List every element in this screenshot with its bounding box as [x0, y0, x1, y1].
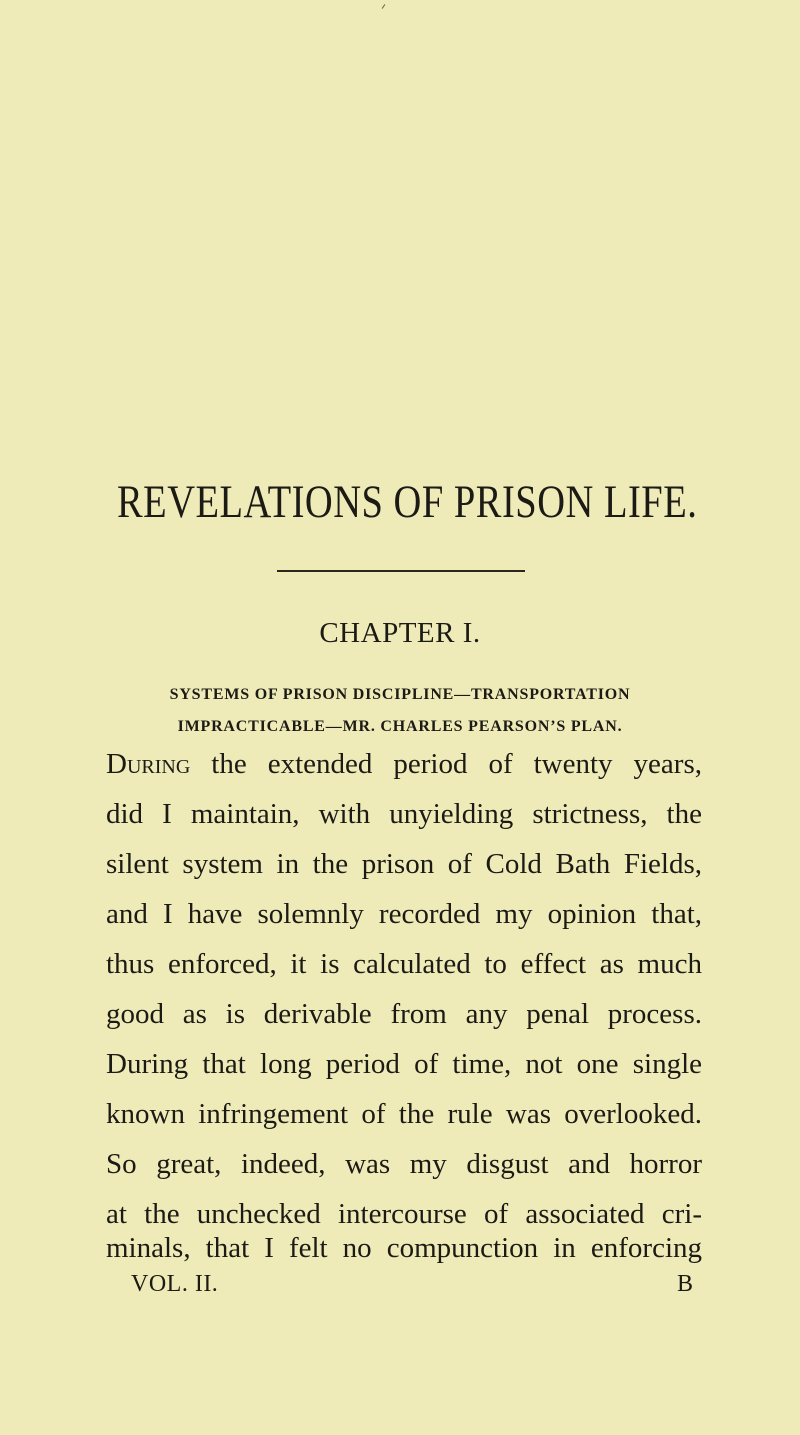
body-text-line: minals, that I felt no compunction in enforcing — [106, 1232, 702, 1264]
body-text-line — [106, 750, 702, 779]
body-text-line: thus enforced, it is calculated to effect as much — [106, 948, 702, 980]
body-text-line: and I have solemnly recorded my opinion that, — [106, 898, 702, 930]
body-text-line: did I maintain, with unyielding strictness, the — [106, 798, 702, 830]
title-rule — [277, 570, 525, 572]
chapter-heading: CHAPTER I. — [319, 617, 481, 649]
body-text-line: at the unchecked intercourse of associated cri- — [106, 1198, 702, 1230]
book-title: REVELATIONS OF PRISON LIFE. — [117, 477, 698, 528]
chapter-summary-line: IMPRACTICABLE—MR. CHARLES PEARSON’S PLAN. — [177, 718, 623, 735]
body-text-line: known infringement of the rule was overlooked. — [106, 1098, 702, 1130]
page-mark — [382, 4, 386, 9]
volume-footer: VOL. II. — [131, 1271, 219, 1297]
body-text-line: silent system in the prison of Cold Bath Fields, — [106, 848, 702, 880]
first-line-text: the extended period of twenty years, — [190, 748, 702, 780]
signature-mark: B — [677, 1271, 694, 1297]
opening-word: During — [106, 748, 191, 780]
chapter-summary-line: SYSTEMS OF PRISON DISCIPLINE—TRANSPORTATION — [169, 686, 631, 703]
body-text-line: During that long period of time, not one single — [106, 1048, 702, 1080]
body-text-line: So great, indeed, was my disgust and horror — [106, 1148, 702, 1180]
body-text-line: good as is derivable from any penal process. — [106, 998, 702, 1030]
